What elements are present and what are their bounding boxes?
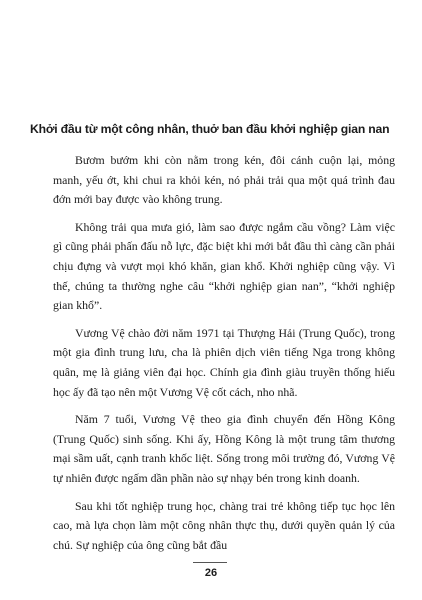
paragraph: Bươm bướm khi còn nằm trong kén, đôi cánh cuộn lại, mỏng manh, yếu ớt, khi chui ra khỏi kén, nó phải trải qua một quá trình đau đớn mới bay được vào không trung. (53, 153, 395, 207)
body-text (53, 151, 395, 563)
page-number: 26 (204, 567, 218, 579)
footer-divider (193, 562, 227, 563)
paragraph: Năm 7 tuổi, Vương Vệ theo gia đình chuyển đến Hồng Kông (Trung Quốc) sinh sống. Khi ấy, Hồng Kông là một trung tâm thương mại sầm uất, cạnh tranh khốc liệt. Sống trong môi trường đó, Vương Vệ tự nhiên được ngấm dần phần nào sự nhạy bén trong kinh doanh. (53, 412, 395, 485)
paragraph: Không trải qua mưa gió, làm sao được ngắm cầu vồng? Làm việc gì cũng phải phấn đấu nỗ lực, đặc biệt khi mới bắt đầu thì càng cần phải chịu đựng và vượt mọi khó khăn, gian khổ. Khởi nghiệp cũng vậy. Vì thế, chúng ta thường nghe câu “khởi nghiệp gian nan”, “khởi nghiệp gian khổ”. (53, 219, 395, 313)
paragraph: Sau khi tốt nghiệp trung học, chàng trai trẻ không tiếp tục học lên cao, mà lựa chọn làm một công nhân thực thụ, dưới quyền quản lý của chú. Sự nghiệp của ông cũng bắt đầu (53, 498, 395, 552)
section-heading: Khởi đầu từ một công nhân, thuở ban đầu khởi nghiệp gian nan (30, 122, 390, 136)
paragraph: Vương Vệ chào đời năm 1971 tại Thượng Hải (Trung Quốc), trong một gia đình trung lưu, cha là phiên dịch viên tiếng Nga trong không quân, mẹ là giảng viên đại học. Chính gia đình giàu truyền thống hiếu học ấy đã tạo nên một Vương Vệ cốt cách, nho nhã. (53, 325, 395, 399)
